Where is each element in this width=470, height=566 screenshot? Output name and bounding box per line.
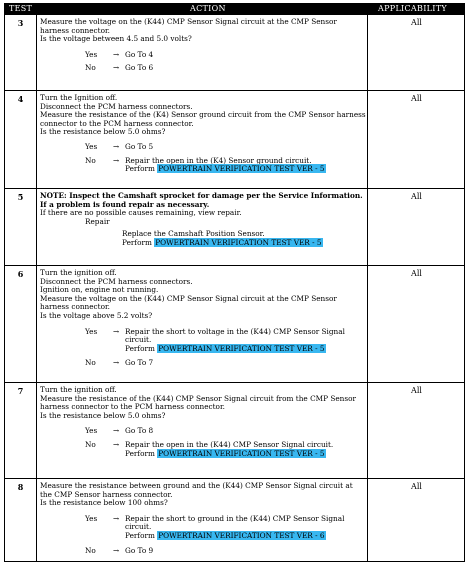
yes-branch: Yes → Repair the short to ground in the (K44) CMP Sensor Signal circuit. Perform POWERTRAIN VERIFICATION TEST VER - 6 <box>85 513 345 540</box>
arrow-icon: → <box>112 141 120 151</box>
table-row <box>5 265 464 382</box>
arrow-icon: → <box>112 513 120 523</box>
verification-test-link[interactable]: POWERTRAIN VERIFICATION TEST VER - 5 <box>158 448 325 458</box>
header-applicability: APPLICABILITY <box>378 4 447 13</box>
test-number: 4 <box>17 94 24 104</box>
diagnostic-table <box>4 3 465 562</box>
action-cell: Turn the Ignition off. Disconnect the PCM harness connectors. Measure the resistance of the (K4) Sensor ground circuit from the CMP Sensor harness connector to the PCM harness connector. Is the resistance below 5.0 ohms? Yes → Go To 5 No → Repair the open in the (K4) Sensor ground circuit. Perform POWERTRAIN VERIFICATION TEST VER - 5 <box>40 93 366 174</box>
arrow-icon: → <box>112 155 120 165</box>
test-number: 7 <box>17 386 24 396</box>
action-question: Is the voltage between 4.5 and 5.0 volts? <box>40 34 192 44</box>
header-action: ACTION <box>190 4 226 13</box>
arrow-icon: → <box>112 326 120 336</box>
table-row <box>5 382 464 478</box>
applicability-cell: All <box>411 482 422 491</box>
verification-test-link[interactable]: POWERTRAIN VERIFICATION TEST VER - 5 <box>158 343 325 353</box>
test-number: 6 <box>17 269 24 279</box>
action-line: Measure the voltage on the (K44) CMP Sensor Signal circuit at the CMP Sensor harness connector. <box>40 17 337 35</box>
arrow-icon: → <box>112 63 120 73</box>
table-row <box>5 90 464 188</box>
arrow-icon: → <box>112 439 120 449</box>
action-cell <box>40 18 366 73</box>
test-number: 3 <box>17 18 24 28</box>
applicability-cell: All <box>411 18 422 27</box>
arrow-icon: → <box>112 426 120 436</box>
verification-test-link[interactable]: POWERTRAIN VERIFICATION TEST VER - 5 <box>155 237 322 247</box>
applicability-cell: All <box>411 269 422 278</box>
action-cell: Measure the resistance between ground and the (K44) CMP Sensor Signal circuit at the CMP Sensor harness connector. Is the resistance below 100 ohms? Yes → Repair the short to ground in the (K44) CMP Sensor Signal circuit. Perform POWERTRAIN VERIFICATION TEST VER - 6 No → Go To 9 <box>40 482 366 555</box>
arrow-icon: → <box>112 358 120 368</box>
arrow-icon: → <box>112 545 120 555</box>
no-branch: No → Repair the open in the (K44) CMP Sensor Signal circuit. Perform POWERTRAIN VERIFICATION TEST VER - 5 <box>85 439 334 458</box>
yes-branch: Yes → Go To 8 <box>85 426 154 436</box>
verification-test-link[interactable]: POWERTRAIN VERIFICATION TEST VER - 5 <box>158 164 325 174</box>
arrow-icon: → <box>112 49 120 59</box>
column-divider <box>367 14 368 561</box>
yes-branch: Yes → Go To 4 <box>85 49 154 59</box>
verification-test-link[interactable]: POWERTRAIN VERIFICATION TEST VER - 6 <box>158 530 325 540</box>
yes-branch: Yes → Go To 5 <box>85 141 154 151</box>
no-branch: No → Go To 9 <box>85 545 154 555</box>
table-row <box>5 188 464 265</box>
table-header <box>5 4 464 14</box>
no-branch: No → Go To 6 <box>85 63 154 73</box>
applicability-cell: All <box>411 386 422 395</box>
repair-label: Repair <box>85 216 110 226</box>
test-number: 5 <box>17 192 24 202</box>
applicability-cell: All <box>411 192 422 201</box>
action-cell: Turn the ignition off. Disconnect the PCM harness connectors. Ignition on, engine not running. Measure the voltage on the (K44) CMP Sensor Signal circuit at the CMP Sensor harness connector. Is the voltage above 5.2 volts? Yes → Repair the short to voltage in the (K44) CMP Sensor Signal circuit. Perform POWERTRAIN VERIFICATION TEST VER - 5 No → Go To 7 <box>40 269 366 368</box>
action-cell: NOTE: Inspect the Camshaft sprocket for damage per the Service Information. If a problem is found repair as necessary. If there are no possible causes remaining, view repair. Repair Replace the Camshaft Position Sensor. Perform POWERTRAIN VERIFICATION TEST VER - 5 <box>40 192 366 248</box>
header-test: TEST <box>9 4 33 13</box>
yes-branch: Yes → Repair the short to voltage in the (K44) CMP Sensor Signal circuit. Perform POWERTRAIN VERIFICATION TEST VER - 5 <box>85 326 345 353</box>
test-number: 8 <box>17 482 24 492</box>
no-branch: No → Repair the open in the (K4) Sensor ground circuit. Perform POWERTRAIN VERIFICATION TEST VER - 5 <box>85 155 325 174</box>
applicability-cell: All <box>411 94 422 103</box>
action-cell: Turn the ignition off. Measure the resistance of the (K44) CMP Sensor Signal circuit from the CMP Sensor harness connector to the PCM harness connector. Is the resistance below 5.0 ohms? Yes → Go To 8 No → Repair the open in the (K44) CMP Sensor Signal circuit. Perform POWERTRAIN VERIFICATION TEST VER - 5 <box>40 386 366 458</box>
no-branch: No → Go To 7 <box>85 358 154 368</box>
table-row <box>5 478 464 563</box>
note-text: NOTE: Inspect the Camshaft sprocket for damage per the Service Information. If a problem is found repair as necessary. <box>40 191 363 209</box>
table-row <box>5 14 464 90</box>
column-divider <box>36 14 37 561</box>
